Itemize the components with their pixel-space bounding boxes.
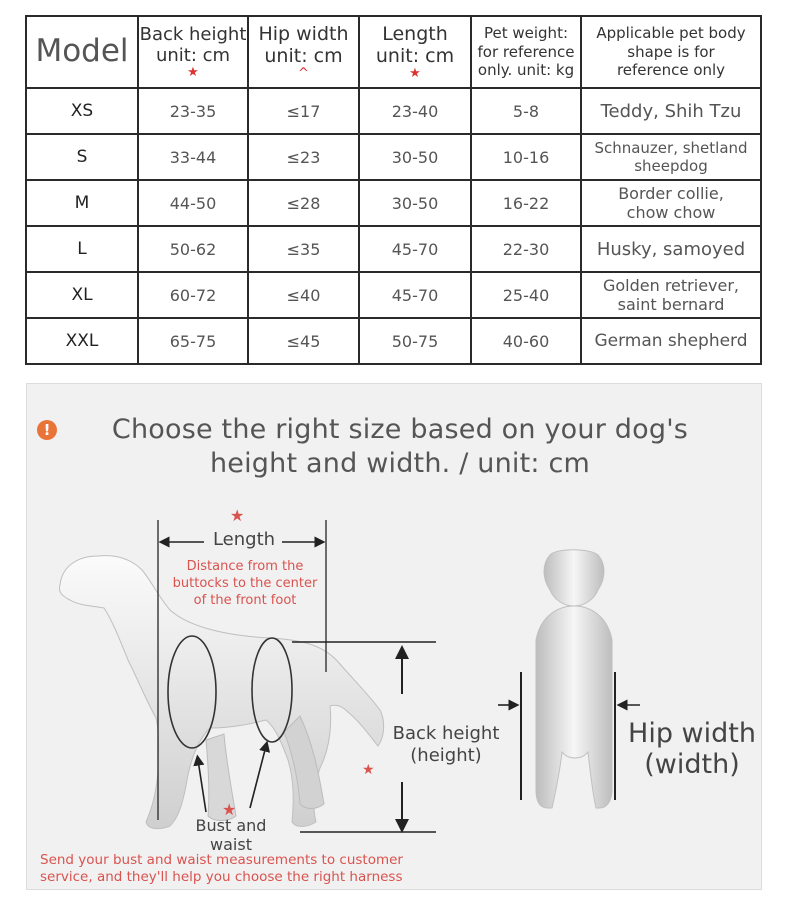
bust-waist-label: Bust and waist [195, 816, 267, 854]
body-shape-cell: Husky, samoyed [581, 226, 761, 272]
front-dog-figure [521, 550, 615, 808]
length-cell: 23-40 [359, 88, 471, 134]
back-height-cell: 65-75 [138, 318, 248, 364]
header-length: Length unit: cm ★ [359, 16, 471, 88]
star-icon: ★ [222, 800, 237, 819]
length-cell: 30-50 [359, 180, 471, 226]
header-back-height: Back height unit: cm ★ [138, 16, 248, 88]
length-cell: 30-50 [359, 134, 471, 180]
header-hip-width: Hip width unit: cm ^ [248, 16, 359, 88]
length-label: Length [212, 529, 276, 550]
hip-width-cell: ≤40 [248, 272, 359, 318]
model-cell: XXL [26, 318, 138, 364]
weight-cell: 25-40 [471, 272, 581, 318]
weight-cell: 16-22 [471, 180, 581, 226]
customer-service-note: Send your bust and waist measurements to customer service, and they'll help you choose the right harness [40, 852, 403, 885]
length-cell: 45-70 [359, 226, 471, 272]
weight-cell: 22-30 [471, 226, 581, 272]
back-height-cell: 44-50 [138, 180, 248, 226]
body-shape-cell: Border collie, chow chow [581, 180, 761, 226]
hip-width-cell: ≤28 [248, 180, 359, 226]
weight-cell: 40-60 [471, 318, 581, 364]
body-shape-cell: Golden retriever, saint bernard [581, 272, 761, 318]
star-icon: ★ [409, 66, 421, 82]
star-icon: ^ [298, 66, 309, 82]
model-cell: L [26, 226, 138, 272]
hip-width-label: Hip width (width) [628, 718, 756, 780]
back-height-label: Back height (height) [392, 723, 500, 766]
length-cell: 50-75 [359, 318, 471, 364]
header-pet-weight: Pet weight: for reference only. unit: kg [471, 16, 581, 88]
back-height-cell: 60-72 [138, 272, 248, 318]
hip-width-cell: ≤23 [248, 134, 359, 180]
weight-cell: 5-8 [471, 88, 581, 134]
body-shape-cell: Teddy, Shih Tzu [581, 88, 761, 134]
hip-width-cell: ≤17 [248, 88, 359, 134]
star-icon: ★ [230, 506, 245, 525]
body-shape-cell: Schnauzer, shetland sheepdog [581, 134, 761, 180]
header-body-shape: Applicable pet body shape is for reference only [581, 16, 761, 88]
hip-width-cell: ≤35 [248, 226, 359, 272]
star-icon: ★ [362, 762, 375, 778]
length-description: Distance from the buttocks to the center of the front foot [172, 559, 318, 608]
guide-headline: Choose the right size based on your dog's height and width. / unit: cm [111, 414, 689, 479]
length-cell: 45-70 [359, 272, 471, 318]
warning-icon: ! [37, 420, 57, 440]
model-cell: M [26, 180, 138, 226]
star-icon: ★ [187, 65, 199, 81]
back-height-cell: 50-62 [138, 226, 248, 272]
body-shape-cell: German shepherd [581, 318, 761, 364]
model-cell: XL [26, 272, 138, 318]
weight-cell: 10-16 [471, 134, 581, 180]
header-model: Model [26, 16, 138, 88]
back-height-cell: 23-35 [138, 88, 248, 134]
back-height-cell: 33-44 [138, 134, 248, 180]
model-cell: S [26, 134, 138, 180]
model-cell: XS [26, 88, 138, 134]
hip-width-cell: ≤45 [248, 318, 359, 364]
